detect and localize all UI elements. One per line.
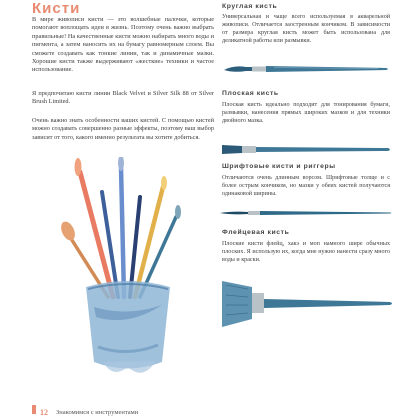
brush-jar-illustration — [58, 157, 198, 382]
mop-brush-icon — [218, 275, 398, 335]
section-title-round: Круглая кисть — [222, 3, 278, 10]
rigger-brush-icon — [218, 200, 398, 224]
section-text-flat: Плоская кисть идеально подходит для тонирования бумаги, размывки, нанесения прямых широких мазков и для техники двойного мазка. — [222, 102, 390, 125]
section-title-mop: Флейцевая кисть — [222, 229, 290, 236]
section-text-round: Универсальная и чаще всего используемая в акварельной живописи. Отличается заостренным кончиком. В зависимости от размера круглая кисть может быть использована для деликатной работы или размывки. — [222, 14, 390, 45]
brush-tip-red — [75, 158, 82, 176]
intro-paragraph: В мире живописи кисти — это волшебные палочки, которые помогают воплощать идеи в жизнь. Поэтому очень важно выбрать правильные! На качественные кисти можно набирать много воды и пигмента, а затем наносить их на бумагу равномерным слоем. Вы сможете создавать как тонкие линии, так и динамичные мазки. Хорошие кисти также выдерживают «жесткие» техники и частое использование. — [32, 16, 214, 74]
brush-tip-teal — [175, 205, 181, 219]
section-text-mop: Плоские кисти флейц, хакэ и моп намного шире обычных плоских. Я использую их, когда мне нужно нанести сразу много воды и краски. — [222, 241, 390, 264]
section-title-flat: Плоская кисть — [222, 90, 279, 97]
brush-tip-fan — [58, 219, 77, 242]
brush-tip-yellow — [161, 176, 167, 190]
page-title: Кисти — [32, 0, 81, 17]
jar-drip — [103, 361, 156, 373]
section-text-rigger: Отличаются очень длинным ворсом. Шрифтовые толще и с более острым кончиком, но мазки у обеих кистей получаются одинаковой ширины. — [222, 175, 390, 198]
jar-body — [86, 281, 170, 369]
page-number: 12 — [40, 407, 48, 417]
features-paragraph: Очень важно знать особенности ваших кистей. С помощью кистей можно создавать совершенно разные эффекты, поэтому ваш выбор зависит от того, какого именно результата вы хотите добиться. — [32, 117, 214, 141]
preference-paragraph: Я предпочитаю кисти линии Black Velvet и Silver Silk 88 от Silver Brush Limited. — [32, 90, 214, 106]
flat-brush-icon — [218, 136, 398, 162]
page-footer — [32, 406, 138, 418]
brush-handle-lightblue — [121, 167, 124, 297]
round-brush-icon — [218, 56, 398, 80]
section-title-rigger: Шрифтовые кисти и риггеры — [222, 163, 336, 170]
chapter-title: Знакомимся с инструментами — [56, 408, 139, 416]
